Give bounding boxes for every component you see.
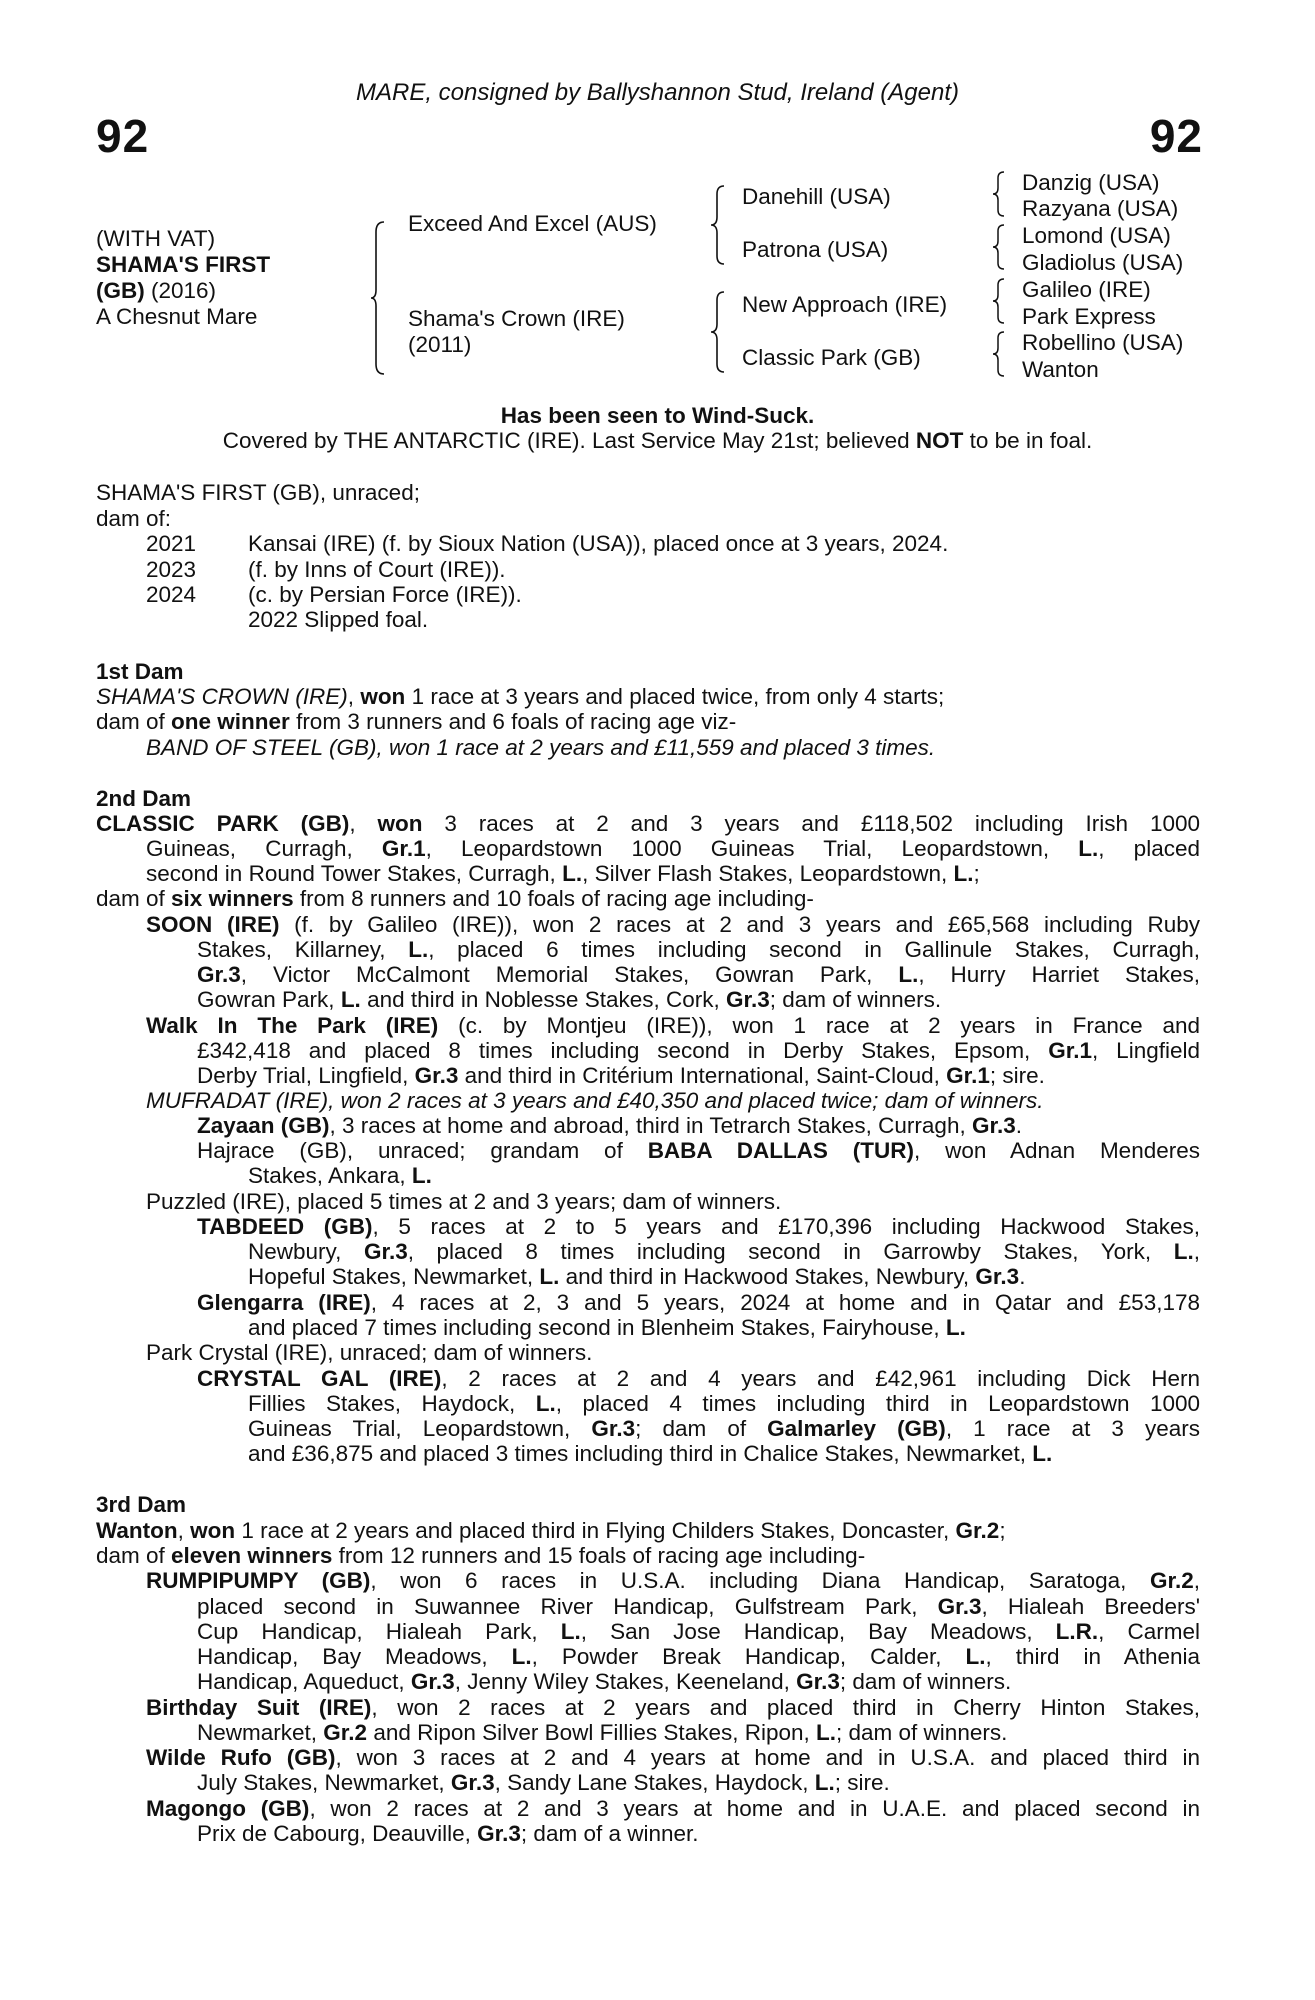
third-dam-line: Magongo (GB), won 2 races at 2 and 3 years at home and in U.A.E. and placed second in [146,1796,1200,1821]
second-dam-line: Walk In The Park (IRE) (c. by Montjeu (IRE)), won 1 race at 2 years in France and [146,1013,1200,1038]
second-dam-line: Newbury, Gr.3, placed 8 times including second in Garrowby Stakes, York, L., [248,1239,1200,1264]
third-dam-line: Cup Handicap, Hialeah Park, L., San Jose Handicap, Bay Meadows, L.R., Carmel [197,1619,1200,1644]
third-dam-line: dam of eleven winners from 12 runners and 15 foals of racing age including- [96,1543,866,1568]
pedigree-dam-dam: Classic Park (GB) [742,345,921,370]
first-dam-line: SHAMA'S CROWN (IRE), won 1 race at 3 years and placed twice, from only 4 starts; [96,684,945,709]
third-dam-line: Handicap, Bay Meadows, L., Powder Break Handicap, Calder, L., third in Athenia [197,1644,1201,1669]
second-dam-line: £342,418 and placed 8 times including second in Derby Stakes, Epsom, Gr.1, Lingfield [197,1038,1200,1063]
second-dam-heading: 2nd Dam [96,786,192,811]
covered-note: Covered by THE ANTARCTIC (IRE). Last Service May 21st; believed NOT to be in foal. [222,428,1093,453]
produce-year: 2024 [146,582,197,607]
pedigree-dam-year: (2011) [408,332,472,357]
second-dam-line: Zayaan (GB), 3 races at home and abroad, third in Tetrarch Stakes, Curragh, Gr.3. [197,1113,1023,1138]
pedigree-sss: Danzig (USA) [1022,170,1160,195]
pedigree-ssd: Razyana (USA) [1022,196,1179,221]
horse-name-suffix [96,278,216,304]
second-dam-line: TABDEED (GB), 5 races at 2 to 5 years and £170,396 including Hackwood Stakes, [197,1214,1200,1239]
second-dam-line: Fillies Stakes, Haydock, L., placed 4 times including third in Leopardstown 1000 [248,1391,1200,1416]
pedigree-sire: Exceed And Excel (AUS) [408,211,657,236]
third-dam-heading: 3rd Dam [96,1492,187,1517]
second-dam-line: and £36,875 and placed 3 times including third in Chalice Stakes, Newmarket, L. [248,1441,1053,1466]
second-dam-line: CRYSTAL GAL (IRE), 2 races at 2 and 4 years and £42,961 including Dick Hern [197,1366,1200,1391]
pedigree-sds: Lomond (USA) [1022,223,1171,248]
third-dam-line: July Stakes, Newmarket, Gr.3, Sandy Lane Stakes, Haydock, L.; sire. [197,1770,890,1795]
produce-entry: Kansai (IRE) (f. by Sioux Nation (USA)), placed once at 3 years, 2024. [248,531,949,556]
second-dam-line: Hajrace (GB), unraced; grandam of BABA DALLAS (TUR), won Adnan Menderes [197,1138,1200,1163]
lot-number-right: 92 [1149,110,1203,162]
pedigree-ddd: Wanton [1022,357,1099,382]
third-dam-line: Birthday Suit (IRE), won 2 races at 2 years and placed third in Cherry Hinton Stakes, [146,1695,1200,1720]
second-dam-line: Hopeful Stakes, Newmarket, L. and third in Hackwood Stakes, Newbury, Gr.3. [248,1264,1026,1289]
pedigree-brace-main [370,220,386,376]
horse-name: SHAMA'S FIRST [96,252,271,277]
second-dam-line: SOON (IRE) (f. by Galileo (IRE)), won 2 races at 2 and 3 years and £65,568 including Ruby [146,912,1200,937]
second-dam-line: CLASSIC PARK (GB), won 3 races at 2 and 3 years and £118,502 including Irish 1000 [96,811,1200,836]
horse-year: (2016) [144,278,217,303]
third-dam-line: RUMPIPUMPY (GB), won 6 races in U.S.A. including Diana Handicap, Saratoga, Gr.2, [146,1568,1200,1593]
pedigree-brace-dam [710,290,726,374]
windsuck-note: Has been seen to Wind-Suck. [500,403,815,428]
produce-entry: (c. by Persian Force (IRE)). [248,582,522,607]
pedigree-brace-dd [992,330,1006,378]
produce-entry: 2022 Slipped foal. [248,607,429,632]
horse-description: A Chesnut Mare [96,304,258,329]
second-dam-line: Stakes, Killarney, L., placed 6 times including second in Gallinule Stakes, Curragh, [197,937,1200,962]
pedigree-brace-ss [992,170,1006,218]
produce-dam-of: dam of: [96,506,172,531]
produce-year: 2023 [146,557,197,582]
pedigree-dsd: Park Express [1022,304,1156,329]
second-dam-line: MUFRADAT (IRE), won 2 races at 3 years and £40,350 and placed twice; dam of winners. [146,1088,1044,1113]
first-dam-heading: 1st Dam [96,659,184,684]
pedigree-sire-sire: Danehill (USA) [742,184,891,209]
pedigree-sire-dam: Patrona (USA) [742,237,889,262]
pedigree-dam: Shama's Crown (IRE) [408,306,625,331]
second-dam-line: and placed 7 times including second in Blenheim Stakes, Fairyhouse, L. [248,1315,966,1340]
second-dam-line: Park Crystal (IRE), unraced; dam of winners. [146,1340,593,1365]
third-dam-line: placed second in Suwannee River Handicap, Gulfstream Park, Gr.3, Hialeah Breeders' [197,1594,1200,1619]
produce-intro: SHAMA'S FIRST (GB), unraced; [96,480,420,505]
vat-label: (WITH VAT) [96,226,216,251]
horse-country: (GB) [96,278,145,303]
second-dam-line: Gowran Park, L. and third in Noblesse Stakes, Cork, Gr.3; dam of winners. [197,987,942,1012]
second-dam-line: Gr.3, Victor McCalmont Memorial Stakes, Gowran Park, L., Hurry Harriet Stakes, [197,962,1200,987]
second-dam-line: second in Round Tower Stakes, Curragh, L., Silver Flash Stakes, Leopardstown, L.; [146,861,980,886]
pedigree-sdd: Gladiolus (USA) [1022,250,1184,275]
third-dam-line: Wanton, won 1 race at 2 years and placed third in Flying Childers Stakes, Doncaster, Gr.2; [96,1518,1006,1543]
second-dam-line: dam of six winners from 8 runners and 10 foals of racing age including- [96,886,814,911]
pedigree-brace-sire [710,184,726,266]
lot-number-left: 92 [96,110,150,162]
second-dam-line: Glengarra (IRE), 4 races at 2, 3 and 5 years, 2024 at home and in Qatar and £53,178 [197,1290,1200,1315]
second-dam-line: Stakes, Ankara, L. [248,1163,432,1188]
first-dam-line: BAND OF STEEL (GB), won 1 race at 2 years and £11,559 and placed 3 times. [146,735,936,760]
first-dam-line: dam of one winner from 3 runners and 6 foals of racing age viz- [96,709,737,734]
second-dam-line: Derby Trial, Lingfield, Gr.3 and third in Critérium International, Saint-Cloud, Gr.1; sire. [197,1063,1045,1088]
sale-header: MARE, consigned by Ballyshannon Stud, Ireland (Agent) [355,79,959,106]
third-dam-line: Handicap, Aqueduct, Gr.3, Jenny Wiley Stakes, Keeneland, Gr.3; dam of winners. [197,1669,1012,1694]
produce-year: 2021 [146,531,197,556]
second-dam-line: Guineas, Curragh, Gr.1, Leopardstown 1000 Guineas Trial, Leopardstown, L., placed [146,836,1200,861]
second-dam-line: Guineas Trial, Leopardstown, Gr.3; dam of Galmarley (GB), 1 race at 3 years [248,1416,1201,1441]
pedigree-dss: Galileo (IRE) [1022,277,1151,302]
second-dam-line: Puzzled (IRE), placed 5 times at 2 and 3 years; dam of winners. [146,1189,782,1214]
third-dam-line: Prix de Cabourg, Deauville, Gr.3; dam of a winner. [197,1821,699,1846]
third-dam-line: Newmarket, Gr.2 and Ripon Silver Bowl Fillies Stakes, Ripon, L.; dam of winners. [197,1720,1008,1745]
third-dam-line: Wilde Rufo (GB), won 3 races at 2 and 4 years at home and in U.S.A. and placed third in [146,1745,1200,1770]
pedigree-brace-sd [992,223,1006,271]
produce-entry: (f. by Inns of Court (IRE)). [248,557,506,582]
pedigree-brace-ds [992,277,1006,325]
pedigree-dam-sire: New Approach (IRE) [742,292,948,317]
pedigree-dds: Robellino (USA) [1022,330,1184,355]
